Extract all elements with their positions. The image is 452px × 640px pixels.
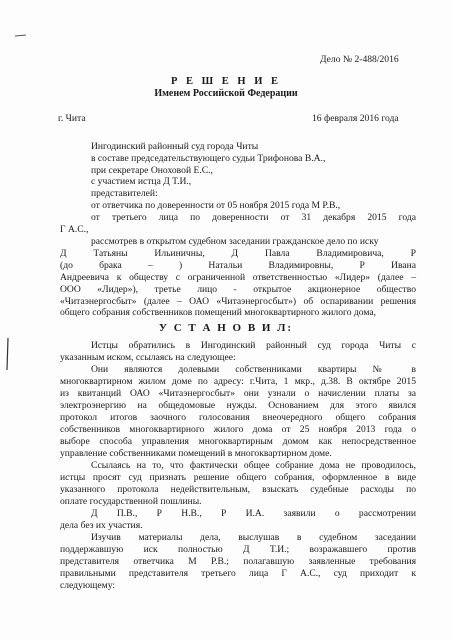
body-line: протокол итогов заочного голосования внеочередного общего собрания bbox=[60, 412, 416, 423]
court-line: от ответчика по доверенности от 05 ноября 2015 года М Р.В., bbox=[91, 200, 341, 211]
court-line: представителей: bbox=[91, 188, 158, 199]
body-line: следующему: bbox=[60, 580, 116, 591]
body-line: Они являются долевыми собственниками квартиры № в bbox=[91, 364, 416, 375]
body-line: указанным иском, ссылаясь на следующее: bbox=[60, 352, 236, 363]
margin-dash-mark bbox=[14, 32, 28, 40]
body-line: Истцы обратились в Ингодинский районный суд города Читы с bbox=[91, 340, 416, 351]
court-line: общего собрания собственников помещений многоквартирного жилого дома, bbox=[60, 307, 377, 318]
court-line: Ингодинский районный суд города Читы bbox=[91, 141, 259, 152]
body-line: собственников многоквартирного жилого дома от 25 ноября 2013 года о bbox=[60, 424, 416, 435]
court-line: Андреевича к обществу с ограниченной ответственностью «Лидер» (далее – bbox=[60, 272, 416, 283]
decision-date: 16 февраля 2016 года bbox=[312, 113, 399, 124]
court-line: от третьего лица по доверенности от 31 декабря 2015 года bbox=[91, 212, 416, 223]
body-line: из квитанций ОАО «Читаэнергосбыт» они узнали о начислении платы за bbox=[60, 388, 416, 399]
body-line: представителя ответчика М Р.В.; полагавшую заявленные требования bbox=[60, 556, 416, 567]
margin-bracket-mark bbox=[3, 336, 11, 372]
court-line: «Читаэнергосбыт» (далее – ОАО «Читаэнергосбыт») об оспаривании решения bbox=[60, 296, 416, 307]
body-line: оплате государственной пошлины. bbox=[60, 496, 202, 507]
court-line: в составе председательствующего судьи Трифонова В.А., bbox=[91, 153, 326, 164]
document-subtitle: Именем Российской Федерации bbox=[154, 88, 298, 99]
city: г. Чита bbox=[58, 113, 86, 124]
body-line: Д П.В., Р Н.В., Р И.А. заявили о рассмотрении bbox=[91, 508, 416, 519]
court-line: Д Татьяны Ильиничны, Д Павла Владимировича, Р bbox=[60, 248, 416, 259]
court-line: с участием истца Д Т.И., bbox=[91, 176, 192, 187]
court-line: (до брака – ) Натальи Владимировны, Р Ивана bbox=[60, 260, 416, 271]
body-line: истцы просят суд признать решение общего собрания, оформленное в виде bbox=[60, 472, 416, 483]
document-title: Р Е Ш Е Н И Е bbox=[170, 76, 282, 87]
body-line: Изучив материалы дела, выслушав в судебном заседании bbox=[91, 532, 416, 543]
body-line: Ссылаясь на то, что фактически общее собрание дома не проводилось, bbox=[91, 460, 416, 471]
body-line: многоквартирном жилом доме по адресу: г.Чита, 1 мкр., д.38. В октябре 2015 bbox=[60, 376, 416, 387]
court-line: рассмотрев в открытом судебном заседании гражданское дело по иску bbox=[91, 236, 379, 247]
body-line: электроэнергию на общедомовые нужды. Основанием для этого явился bbox=[60, 400, 416, 411]
body-line: правильными представителя третьего лица Г А.С., суд приходит к bbox=[60, 568, 416, 579]
case-number: Дело № 2-488/2016 bbox=[320, 54, 399, 65]
body-line: выборе способа управления многоквартирным домом как непосредственное bbox=[60, 436, 416, 447]
body-line: поддержавшую иск полностью Д Т.И.; возражавшего против bbox=[60, 544, 416, 555]
court-line: ООО «Лидер»), третье лицо - открытое акционерное общество bbox=[60, 284, 416, 295]
body-line: указанного протокола недействительным, взыскать судебные расходы по bbox=[60, 484, 416, 495]
body-line: дела без их участия. bbox=[60, 520, 143, 531]
court-line: при секретаре Оноховой Е.С., bbox=[91, 165, 213, 176]
court-line: Г А.С., bbox=[60, 224, 89, 235]
section-heading: У С Т А Н О В И Л: bbox=[158, 322, 294, 334]
body-line: управление собственниками помещений в многоквартирном доме. bbox=[60, 448, 332, 459]
